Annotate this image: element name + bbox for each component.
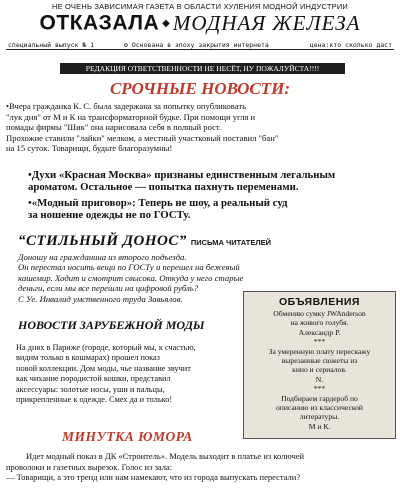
- ad-line: Обменяю сумку JWAnderson: [273, 309, 366, 318]
- ad-line: вырезанные сюжеты из: [281, 356, 358, 366]
- masthead: [0, 11, 400, 37]
- foreign-line: новой коллекции. Дом моды, чье название звучит: [16, 363, 191, 373]
- ad-line: N.: [315, 374, 324, 384]
- masthead-title: ОТКАЗАЛА: [39, 11, 160, 35]
- news-item-line: •Духи «Красная Москва» признаны единственным легальным: [28, 169, 336, 181]
- humor-title: МИНУТКА ЮМОРА: [62, 429, 193, 444]
- letter-line: Он перестал носить вещи по ГОСТу и перешел на бежевый: [18, 262, 240, 273]
- ad-line: литературы.: [299, 412, 340, 422]
- disclaimer-banner: РЕДАКЦИЯ ОТВЕТСТВЕННОСТИ НЕ НЕСЁТ, НУ ПОЖАЛУЙСТА!!!!: [60, 63, 345, 74]
- foreign-fashion-title: НОВОСТИ ЗАРУБЕЖНОЙ МОДЫ: [18, 318, 205, 332]
- ad-line: За умеренную плату перескажу: [268, 346, 371, 356]
- news-item-line: ароматом. Остальное — попытка пахнуть переменами.: [28, 180, 299, 193]
- news-item-perfume: [28, 170, 398, 193]
- humor-text: [6, 451, 398, 483]
- founded-text: Основана в эпоху закрытия интернета: [131, 41, 269, 49]
- urgent-news-title: СРОЧНЫЕ НОВОСТИ:: [109, 79, 291, 98]
- humor-line: Идет модный показ в ДК «Строитель». Модель выходит в платье из колючей: [26, 451, 305, 461]
- urgent-news-text: [6, 101, 398, 154]
- urgent-line: Прохожие ставили "лайки" мелком, а местный участковый поставил "бан": [6, 132, 279, 143]
- humor-line: проволоки и газетных вырезок. Голос из зала:: [6, 461, 173, 472]
- tagline: НЕ ОЧЕНЬ ЗАВИСИМАЯ ГАЗЕТА В ОБЛАСТИ ХУЛЕНИЯ МОДНОЙ ИНДУСТРИИ: [51, 2, 349, 11]
- diamond-icon: ◆: [162, 18, 170, 29]
- letter-line: деньги, если мы все перешли на цифровой рубль?: [18, 283, 199, 294]
- ads-list: [244, 308, 395, 431]
- issue-line: [6, 40, 394, 50]
- letters-subheading: ПИСЬМА ЧИТАТЕЛЕЙ: [190, 238, 272, 247]
- news-item-verdict: [28, 198, 398, 221]
- letter-line: кашемир. Ходит и смотрит свысока. Откуда у него старые: [18, 272, 244, 283]
- ad-line: Александр Р.: [298, 327, 341, 337]
- foreign-line: прикрепленные к одежде. Смех да и только!: [16, 395, 173, 405]
- ad-line: М и К.: [308, 421, 331, 431]
- humor-line: — Товарищи, а это тренд или нам намекают, что из города выпускать перестали?: [6, 472, 301, 483]
- news-item-line: •«Модный приговор»: Теперь не шоу, а реальный суд: [28, 197, 288, 209]
- letters-title: [18, 232, 271, 250]
- urgent-line: •Вчера гражданка К. С. была задержана за попытку опубликовать: [6, 101, 247, 111]
- foreign-line: как чихание породистой кошки, представил: [16, 374, 171, 384]
- ads-box: [243, 291, 396, 439]
- urgent-line: на 15 суток. Товарищи, будьте благоразумны!: [6, 143, 173, 153]
- ad-separator: ***: [313, 384, 326, 394]
- ad-line: Подбираем гардероб по: [281, 393, 358, 403]
- ad-line: описанию из классической: [276, 403, 363, 413]
- ad-line: кино и сериалов.: [292, 365, 347, 375]
- foreign-line: аксессуары: золотые носы, уши и пальцы,: [16, 384, 165, 394]
- gear-icon: ⚙: [124, 41, 128, 49]
- urgent-line: помады фирмы "Шик" она нарисовала себя в полный рост.: [6, 122, 222, 132]
- letter-line: Доношу на гражданина из второго подъезда.: [18, 252, 187, 262]
- ad-separator: ***: [313, 337, 326, 347]
- letter-line: С Уе. Инвалид умственного труда Завьялов.: [18, 293, 183, 304]
- issue-number: специальный выпуск № 1: [8, 41, 95, 49]
- ad-line: на живого голубя.: [290, 318, 349, 328]
- founded-note: [124, 41, 269, 49]
- ads-title: ОБЪЯВЛЕНИЯ: [279, 296, 360, 308]
- foreign-fashion-text: [16, 343, 241, 405]
- letters-heading: “СТИЛЬНЫЙ ДОНОС”: [18, 233, 187, 249]
- masthead-subtitle: МОДНАЯ ЖЕЛЕЗА: [172, 11, 361, 35]
- price: цена:кто сколько даст: [309, 41, 392, 49]
- urgent-line: "лук дня" от М и К на трансформаторной будке. При помощи угля и: [6, 111, 256, 122]
- foreign-line: видим только в кошмарах) прошел показ: [16, 353, 160, 363]
- foreign-line: На днях в Париже (городе, который мы, к счастью,: [16, 343, 196, 352]
- news-item-line: за ношение одежды не по ГОСТу.: [28, 208, 191, 221]
